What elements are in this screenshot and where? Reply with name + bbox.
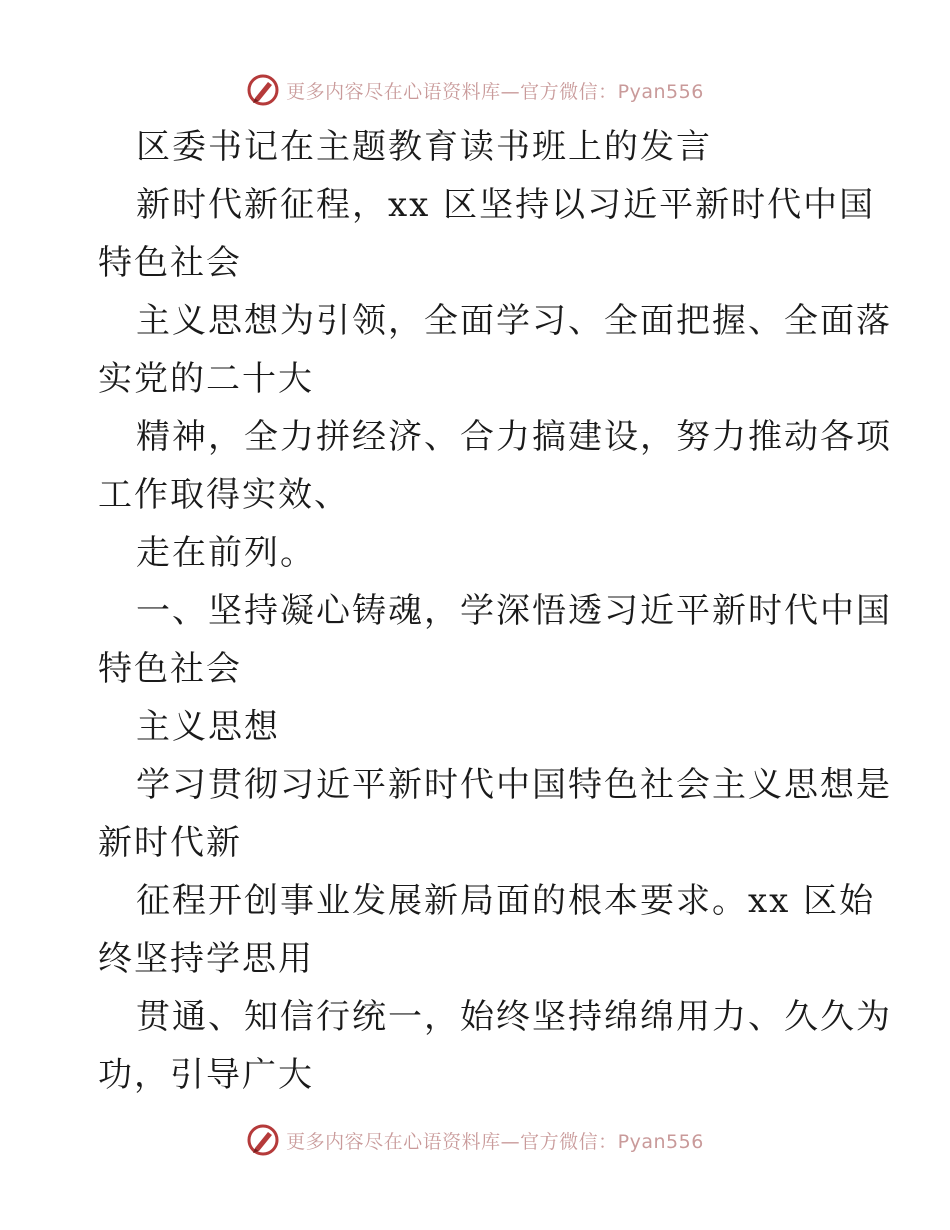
- text-line: 征程开创事业发展新局面的根本要求。xx 区始: [136, 881, 876, 921]
- document-title: 区委书记在主题教育读书班上的发言: [136, 127, 712, 167]
- pen-logo-icon: [246, 1123, 280, 1157]
- document-body: [98, 118, 892, 1104]
- text-line: 新时代新: [98, 823, 242, 863]
- pen-logo-icon: [246, 73, 280, 107]
- text-line: 贯通、知信行统一，始终坚持绵绵用力、久久为: [136, 997, 892, 1037]
- text-line: 实党的二十大: [98, 359, 314, 399]
- text-line: 走在前列。: [136, 533, 316, 573]
- footer-watermark: [0, 1120, 950, 1160]
- header-watermark: [0, 70, 950, 110]
- text-line: 功，引导广大: [98, 1055, 314, 1095]
- text-line: 主义思想: [136, 707, 280, 747]
- text-line: 工作取得实效、: [98, 475, 350, 515]
- text-line: 终坚持学思用: [98, 939, 314, 979]
- text-line: 特色社会: [98, 243, 242, 283]
- watermark-text: 更多内容尽在心语资料库—官方微信：Pyan556: [286, 80, 704, 103]
- text-line: 特色社会: [98, 649, 242, 689]
- text-line: 学习贯彻习近平新时代中国特色社会主义思想是: [136, 765, 892, 805]
- text-line: 主义思想为引领，全面学习、全面把握、全面落: [136, 301, 892, 341]
- watermark-text: 更多内容尽在心语资料库—官方微信：Pyan556: [286, 1130, 704, 1153]
- text-line: 精神，全力拼经济、合力搞建设，努力推动各项: [136, 417, 892, 457]
- text-line: 一、坚持凝心铸魂，学深悟透习近平新时代中国: [136, 591, 892, 631]
- text-line: 新时代新征程，xx 区坚持以习近平新时代中国: [136, 185, 876, 225]
